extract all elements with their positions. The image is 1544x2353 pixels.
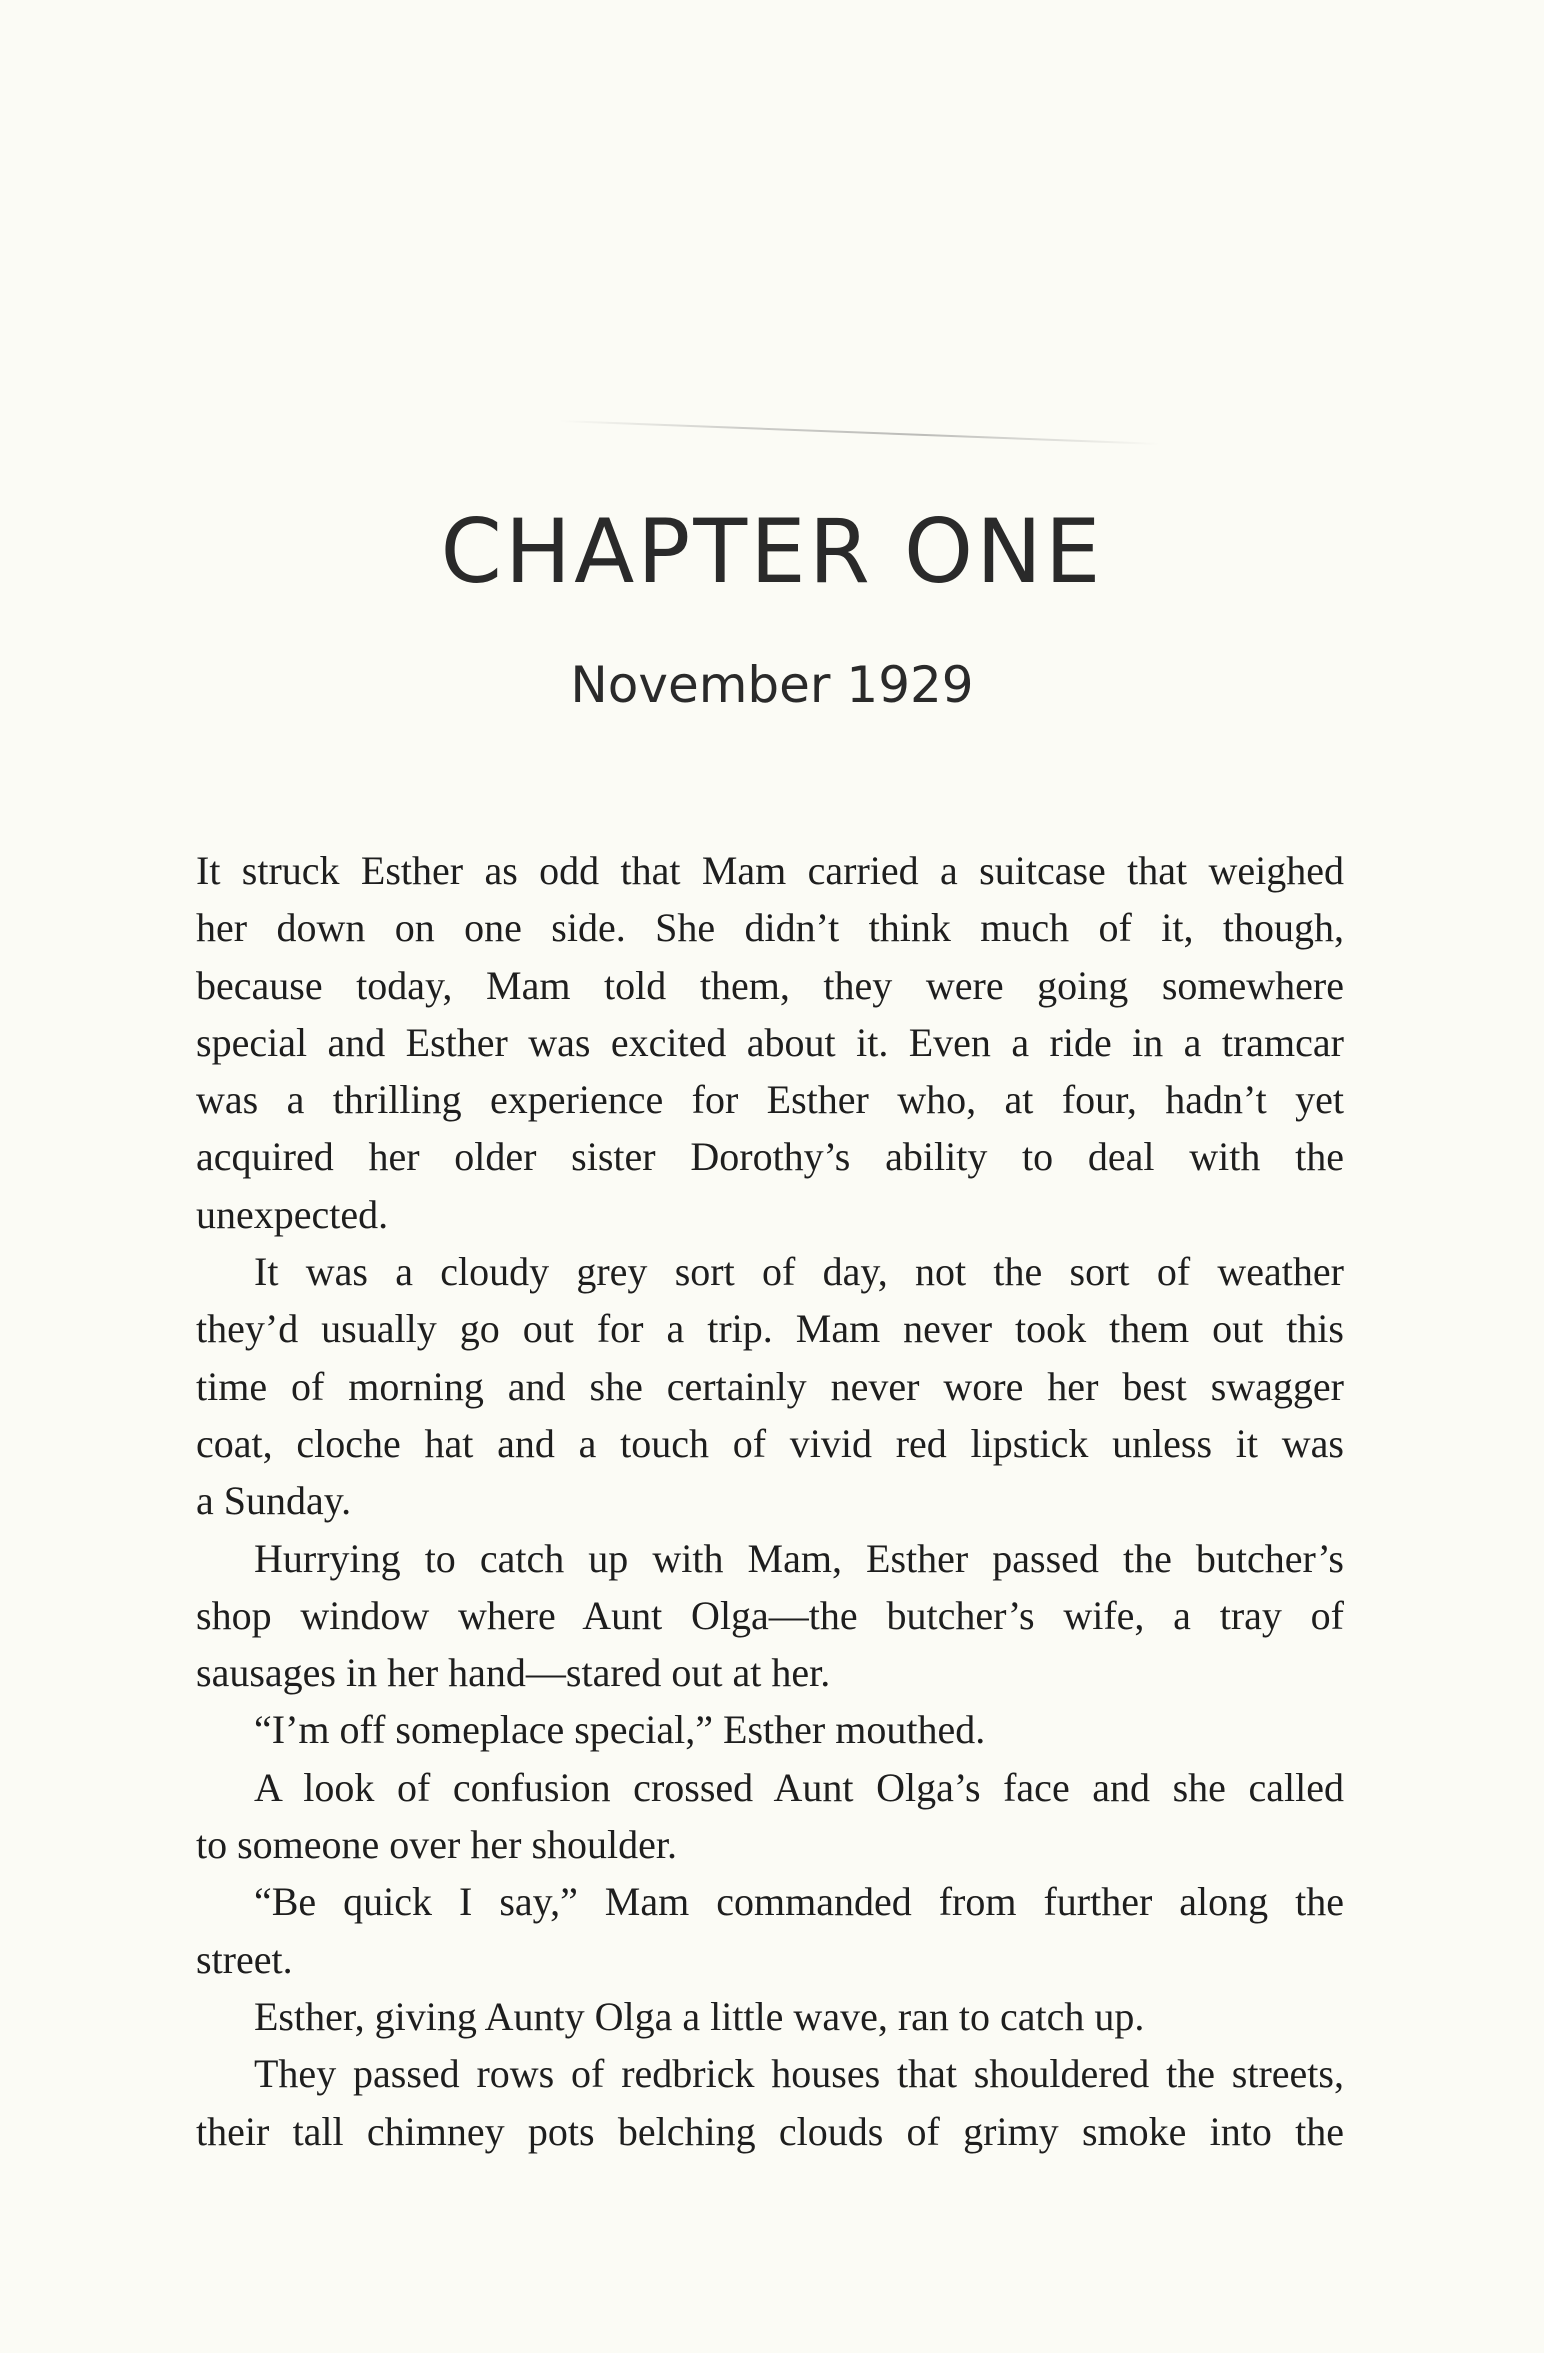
body-text: [196, 842, 1344, 2160]
decorative-rule: [560, 420, 1160, 445]
text-line: because today, Mam told them, they were going somewhere: [196, 962, 1344, 1008]
text-line: unexpected.: [196, 1191, 389, 1237]
text-line: time of morning and she certainly never wore her best swagger: [196, 1363, 1344, 1409]
text-line: special and Esther was excited about it. Even a ride in a tramcar: [196, 1019, 1344, 1065]
text-line: It was a cloudy grey sort of day, not the sort of weather: [254, 1249, 1344, 1295]
text-line: shop window where Aunt Olga—the butcher’s wife, a tray of: [196, 1592, 1344, 1638]
text-line: Esther, giving Aunty Olga a little wave, ran to catch up.: [254, 1993, 1145, 2039]
text-line: coat, cloche hat and a touch of vivid red lipstick unless it was: [196, 1420, 1344, 1466]
chapter-title: CHAPTER ONE: [440, 500, 1104, 603]
text-line: “Be quick I say,” Mam commanded from further along the: [254, 1879, 1344, 1925]
text-line: a Sunday.: [196, 1478, 352, 1524]
text-line: to someone over her shoulder.: [196, 1822, 677, 1868]
text-line: “I’m off someplace special,” Esther mouthed.: [254, 1707, 986, 1753]
text-line: her down on one side. She didn’t think much of it, though,: [196, 905, 1344, 951]
text-line: Hurrying to catch up with Mam, Esther passed the butcher’s: [254, 1535, 1344, 1581]
chapter-date: November 1929: [570, 656, 974, 714]
text-line: They passed rows of redbrick houses that shouldered the streets,: [254, 2051, 1344, 2097]
text-line: they’d usually go out for a trip. Mam never took them out this: [196, 1306, 1344, 1352]
text-line: sausages in her hand—stared out at her.: [196, 1650, 831, 1696]
text-line: acquired her older sister Dorothy’s ability to deal with the: [196, 1134, 1344, 1180]
text-line: street.: [196, 1936, 293, 1982]
text-line: their tall chimney pots belching clouds of grimy smoke into the: [196, 2108, 1344, 2154]
text-line: It struck Esther as odd that Mam carried a suitcase that weighed: [196, 848, 1344, 893]
text-line: A look of confusion crossed Aunt Olga’s face and she called: [254, 1764, 1344, 1810]
text-line: was a thrilling experience for Esther who, at four, hadn’t yet: [196, 1077, 1344, 1123]
